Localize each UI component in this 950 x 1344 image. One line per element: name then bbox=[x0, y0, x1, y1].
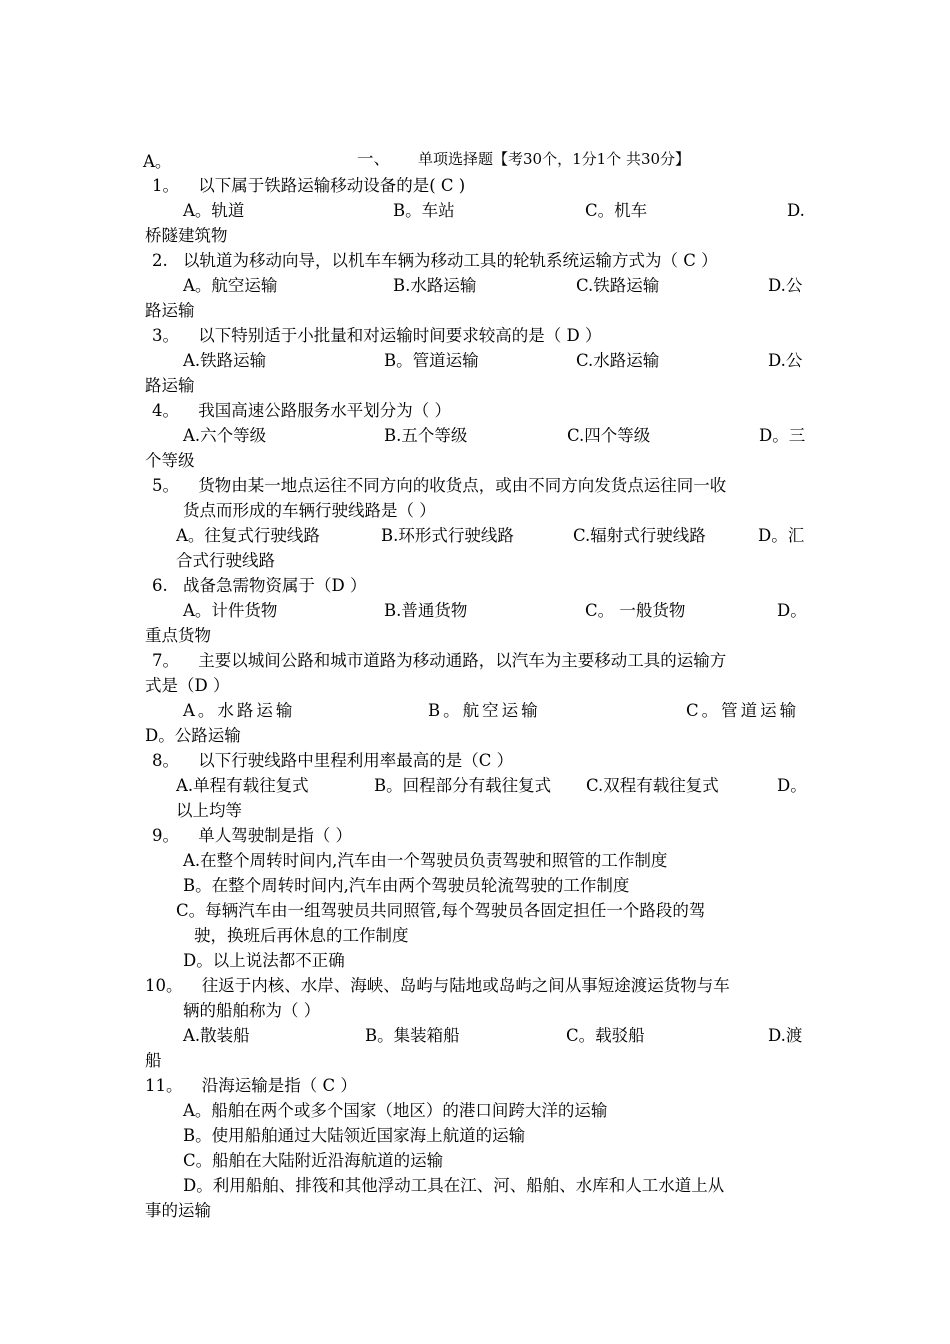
question-10-stem-cont: 辆的船舶称为（ ） bbox=[183, 1001, 321, 1020]
question-stem: 往返于内核、水岸、海峡、岛屿与陆地或岛屿之间从事短途渡运货物与车 bbox=[201, 976, 730, 995]
question-8-options bbox=[0, 774, 950, 798]
option-a: A。往复式行驶线路 bbox=[176, 526, 320, 545]
question-7-options bbox=[0, 699, 950, 723]
question-number: 1。 bbox=[152, 176, 179, 195]
option-d: D.公 bbox=[768, 276, 803, 295]
option-a: A。轨道 bbox=[183, 201, 245, 220]
option-a: A.六个等级 bbox=[183, 426, 267, 445]
question-1 bbox=[152, 174, 465, 198]
option-d: D.渡 bbox=[768, 1026, 803, 1045]
question-stem: 以下特别适于小批量和对运输时间要求较高的是（ D ） bbox=[198, 326, 602, 345]
question-stem: 货物由某一地点运往不同方向的收货点，或由不同方向发货点运往同一收 bbox=[198, 476, 727, 495]
question-number: 8。 bbox=[152, 751, 179, 770]
option-c: C。 一般货物 bbox=[585, 601, 686, 620]
question-5-stem-cont: 货点而形成的车辆行驶线路是（ ） bbox=[183, 501, 436, 520]
option-b: B。管道运输 bbox=[384, 351, 479, 370]
question-9-option-c-cont: 驶，换班后再休息的工作制度 bbox=[194, 926, 409, 945]
question-6 bbox=[152, 574, 366, 598]
option-d: D。 bbox=[777, 601, 807, 620]
question-4 bbox=[152, 399, 451, 423]
question-stem: 主要以城间公路和城市道路为移动通路，以汽车为主要移动工具的运输方 bbox=[198, 651, 727, 670]
question-9-option-a: A.在整个周转时间内,汽车由一个驾驶员负责驾驶和照管的工作制度 bbox=[183, 851, 668, 870]
question-number: 9。 bbox=[152, 826, 179, 845]
question-stem: 沿海运输是指（ C ） bbox=[201, 1076, 357, 1095]
question-3-wrap: 路运输 bbox=[145, 376, 195, 395]
section-number: 一、 bbox=[357, 149, 390, 168]
option-b: B。车站 bbox=[393, 201, 455, 220]
question-number: 5。 bbox=[152, 476, 179, 495]
question-number: 11。 bbox=[145, 1076, 183, 1095]
question-11-option-d-cont: 事的运输 bbox=[145, 1201, 211, 1220]
question-8 bbox=[152, 749, 513, 773]
question-7-wrap: D。公路运输 bbox=[145, 726, 241, 745]
question-11-option-b: B。使用船舶通过大陆领近国家海上航道的运输 bbox=[183, 1126, 526, 1145]
question-11-option-d: D。利用船舶、排筏和其他浮动工具在江、河、船舶、水库和人工水道上从 bbox=[183, 1176, 725, 1195]
header-prefix: A。 bbox=[143, 152, 172, 171]
option-c: C。管道运输 bbox=[686, 701, 800, 720]
option-a: A。航空运输 bbox=[183, 276, 278, 295]
question-11-option-c: C。船舶在大陆附近沿海航道的运输 bbox=[183, 1151, 444, 1170]
option-c: C.双程有载往复式 bbox=[586, 776, 719, 795]
option-a: A.铁路运输 bbox=[183, 351, 267, 370]
option-d: D.公 bbox=[768, 351, 803, 370]
option-d: D。 bbox=[777, 776, 807, 795]
question-stem: 以下属于铁路运输移动设备的是( C ) bbox=[198, 176, 466, 195]
question-number: 4。 bbox=[152, 401, 179, 420]
question-3 bbox=[152, 324, 601, 348]
question-number: 6. bbox=[152, 576, 168, 595]
question-number: 3。 bbox=[152, 326, 179, 345]
option-c: C。机车 bbox=[585, 201, 648, 220]
question-11-option-a: A。船舶在两个或多个国家（地区）的港口间跨大洋的运输 bbox=[183, 1101, 608, 1120]
question-9-option-c: C。每辆汽车由一组驾驶员共同照管,每个驾驶员各固定担任一个路段的驾 bbox=[176, 901, 706, 920]
question-stem: 以下行驶线路中里程利用率最高的是（C ） bbox=[198, 751, 514, 770]
option-d: D。汇 bbox=[758, 526, 805, 545]
question-9 bbox=[152, 824, 352, 848]
question-7 bbox=[152, 649, 726, 673]
question-number: 7。 bbox=[152, 651, 179, 670]
option-b: B.环形式行驶线路 bbox=[381, 526, 514, 545]
question-5 bbox=[152, 474, 726, 498]
option-d: D. bbox=[787, 201, 805, 220]
question-9-option-b: B。在整个周转时间内,汽车由两个驾驶员轮流驾驶的工作制度 bbox=[183, 876, 630, 895]
question-stem: 战备急需物资属于（D ） bbox=[183, 576, 367, 595]
question-number: 2. bbox=[152, 251, 168, 270]
option-a: A。计件货物 bbox=[183, 601, 278, 620]
option-b: B.水路运输 bbox=[393, 276, 477, 295]
question-5-wrap: 合式行驶线路 bbox=[176, 551, 275, 570]
option-a: A.单程有载往复式 bbox=[176, 776, 309, 795]
question-10-options bbox=[0, 1024, 950, 1048]
question-6-wrap: 重点货物 bbox=[145, 626, 211, 645]
question-6-options bbox=[0, 599, 950, 623]
question-4-options bbox=[0, 424, 950, 448]
question-10 bbox=[145, 974, 730, 998]
question-stem: 以轨道为移动向导，以机车车辆为移动工具的轮轨系统运输方式为（ C ） bbox=[183, 251, 718, 270]
question-number: 10。 bbox=[145, 976, 183, 995]
question-5-options bbox=[0, 524, 950, 548]
option-b: B.普通货物 bbox=[384, 601, 468, 620]
option-c: C。载驳船 bbox=[566, 1026, 645, 1045]
question-stem: 单人驾驶制是指（ ） bbox=[198, 826, 352, 845]
option-c: C.四个等级 bbox=[567, 426, 651, 445]
question-2-wrap: 路运输 bbox=[145, 301, 195, 320]
option-d: D。三 bbox=[759, 426, 806, 445]
question-7-stem-cont: 式是（D ） bbox=[145, 676, 230, 695]
question-3-options bbox=[0, 349, 950, 373]
question-10-wrap: 船 bbox=[145, 1051, 162, 1070]
question-4-wrap: 个等级 bbox=[145, 451, 195, 470]
question-1-wrap: 桥隧建筑物 bbox=[145, 226, 228, 245]
option-b: B。回程部分有载往复式 bbox=[374, 776, 552, 795]
question-2-options bbox=[0, 274, 950, 298]
option-c: C.铁路运输 bbox=[576, 276, 660, 295]
question-stem: 我国高速公路服务水平划分为（ ） bbox=[198, 401, 451, 420]
question-1-options bbox=[0, 199, 950, 223]
option-b: B。集装箱船 bbox=[365, 1026, 460, 1045]
section-title: 单项选择题【考30个，1分1个 共30分】 bbox=[418, 150, 691, 168]
option-b: B.五个等级 bbox=[384, 426, 468, 445]
option-c: C.辐射式行驶线路 bbox=[573, 526, 706, 545]
option-a: A。水路运输 bbox=[183, 701, 296, 720]
option-a: A.散装船 bbox=[183, 1026, 250, 1045]
question-8-wrap: 以上均等 bbox=[176, 801, 242, 820]
question-9-option-d: D。以上说法都不正确 bbox=[183, 951, 345, 970]
question-11 bbox=[145, 1074, 357, 1098]
question-2 bbox=[152, 249, 718, 273]
option-c: C.水路运输 bbox=[576, 351, 660, 370]
option-b: B。航空运输 bbox=[428, 701, 541, 720]
